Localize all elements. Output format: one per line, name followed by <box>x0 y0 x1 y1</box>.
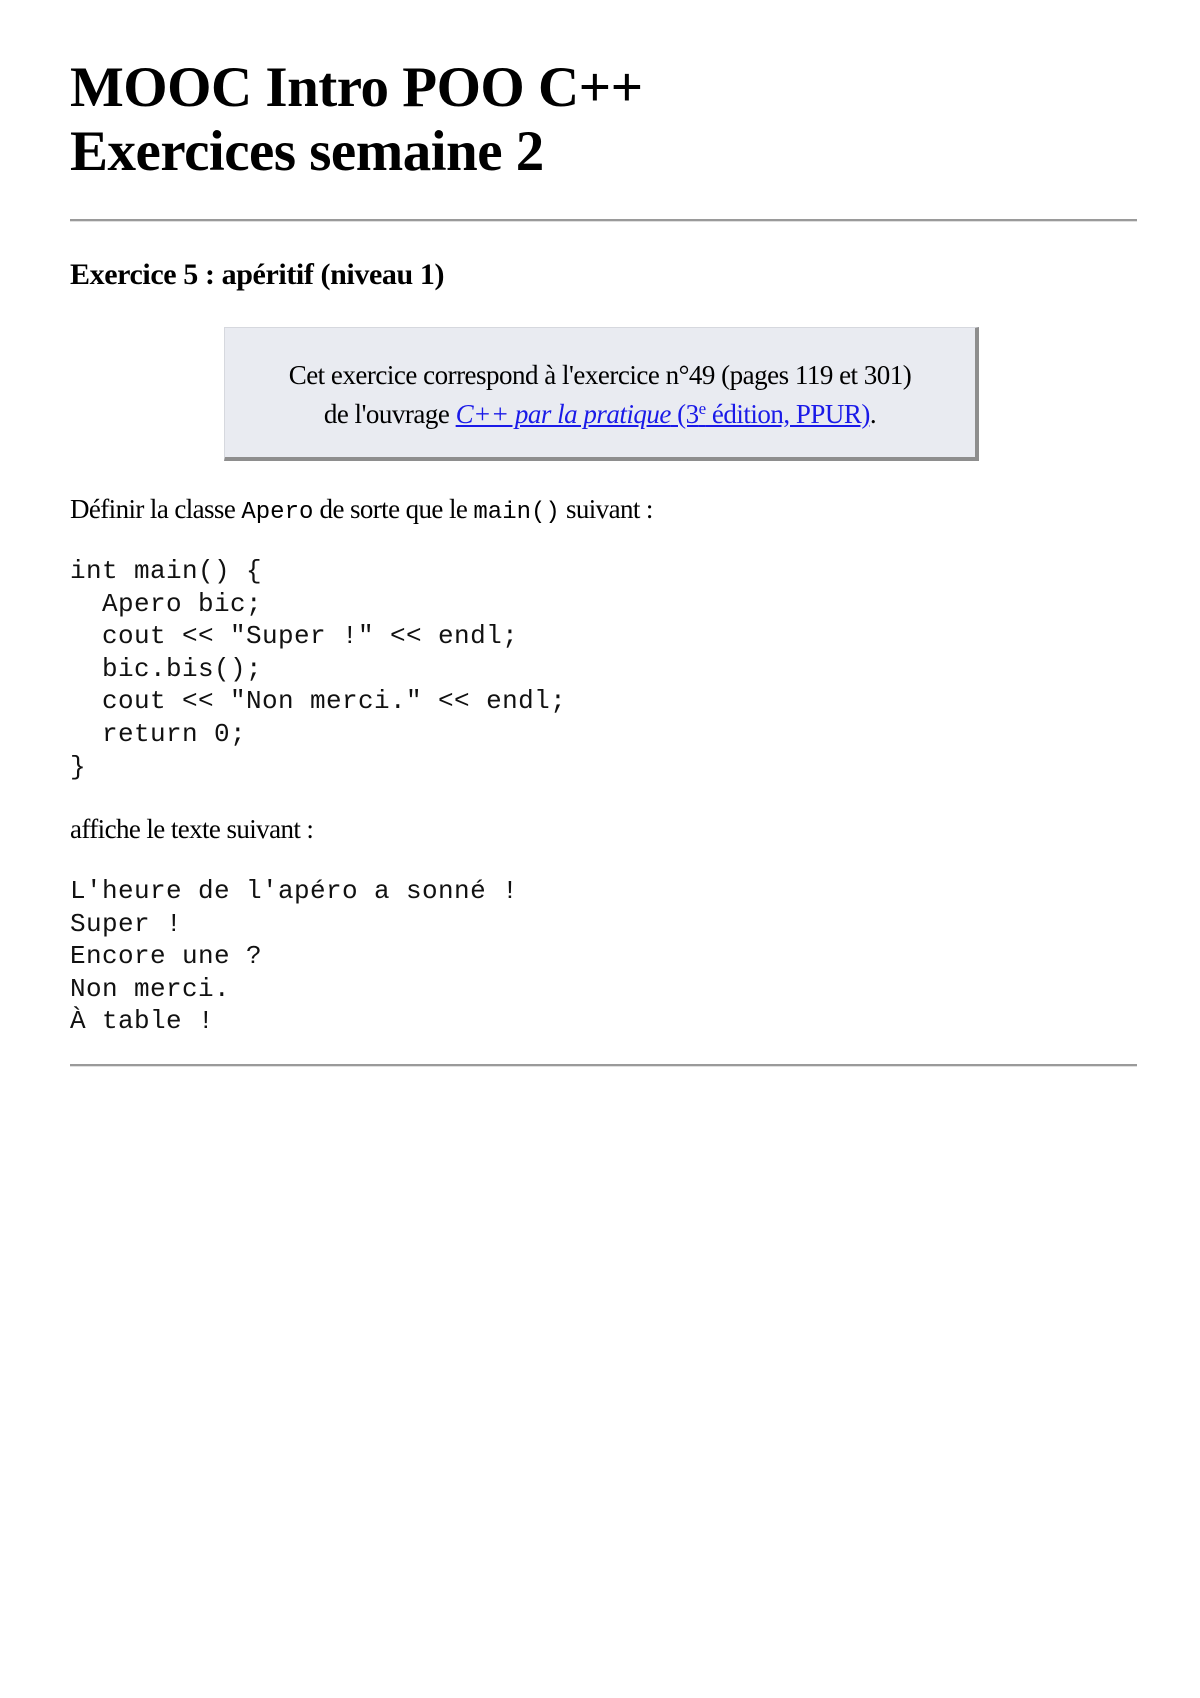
instruction-text-2: de sorte que le <box>313 494 474 524</box>
note-line1: Cet exercice correspond à l'exercice n°49 (pages 119 et 301) <box>288 360 912 390</box>
main-function-code: main() <box>473 499 560 526</box>
note-line2-prefix: de l'ouvrage <box>323 399 456 429</box>
book-link[interactable] <box>456 399 870 429</box>
page-title-line1: MOOC Intro POO C++ <box>70 56 643 119</box>
instruction-text-1: Définir la classe <box>70 494 242 524</box>
page-title <box>70 56 643 184</box>
class-name-code: Apero <box>241 499 314 526</box>
instruction-text-3: suivant : <box>559 494 653 524</box>
exercise-title: Exercice 5 : apéritif (niveau 1) <box>70 258 445 291</box>
book-link-title: C++ par la pratique <box>455 399 671 429</box>
main-code-block: int main() { Apero bic; cout << "Super !" << endl; bic.bis(); cout << "Non merci." << endl; return 0; } <box>70 556 567 782</box>
note-line2-suffix: . <box>869 399 877 429</box>
note-line2 <box>225 395 975 434</box>
output-intro-paragraph: affiche le texte suivant : <box>70 814 314 844</box>
bottom-divider <box>70 1064 1137 1067</box>
instruction-paragraph <box>70 494 653 526</box>
top-divider <box>70 219 1137 222</box>
book-link-superscript: e <box>698 399 706 418</box>
reference-note-box <box>224 327 979 461</box>
book-link-edition-close: édition, PPUR) <box>705 399 870 429</box>
book-link-edition-open: (3 <box>670 399 699 429</box>
page-title-line2: Exercices semaine 2 <box>70 120 544 183</box>
expected-output-block: L'heure de l'apéro a sonné ! Super ! Encore une ? Non merci. À table ! <box>70 876 519 1037</box>
